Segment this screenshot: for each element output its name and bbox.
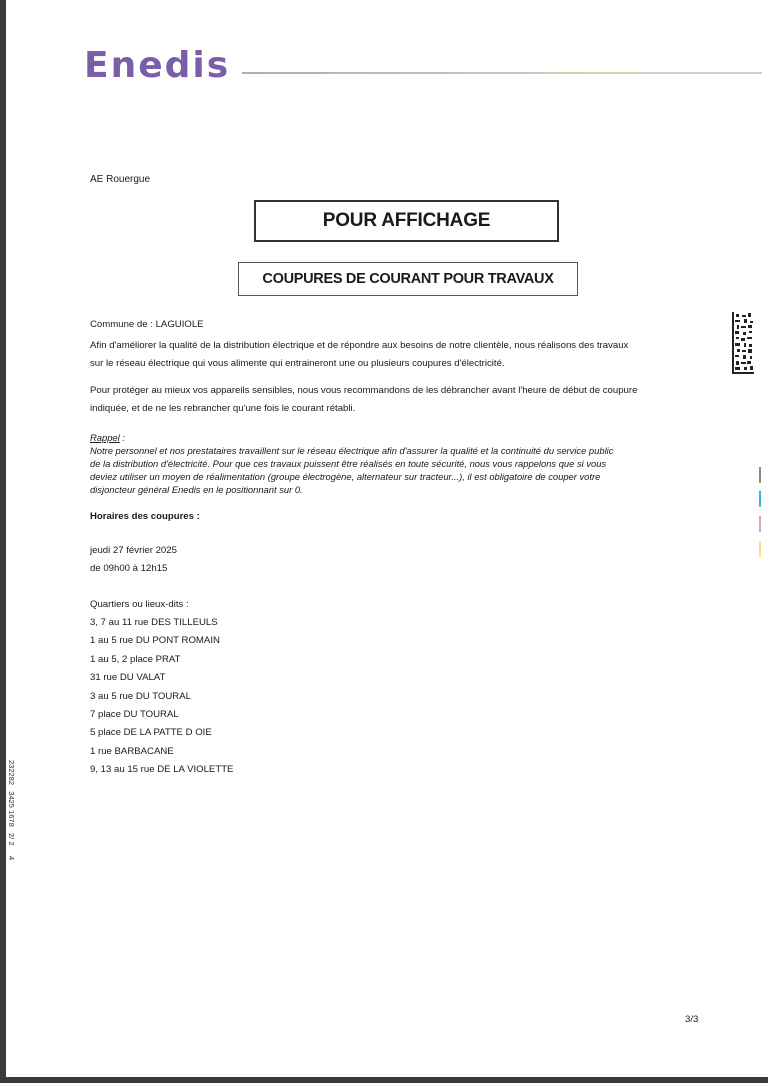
registration-mark-yellow [759, 541, 761, 557]
registration-mark-magenta [759, 516, 761, 532]
location-item: 31 rue DU VALAT [90, 672, 166, 684]
enedis-logo [84, 44, 232, 84]
page-number: 3/3 [685, 1014, 699, 1025]
rappel-suffix: : [119, 432, 125, 443]
rappel-heading [90, 431, 710, 444]
side-code-part-2: 3425 1678 [7, 791, 16, 827]
location-item: 3, 7 au 11 rue DES TILLEULS [90, 617, 218, 628]
scan-frame-left [0, 0, 6, 1083]
locations-list [90, 614, 233, 780]
page-subtitle: COUPURES DE COURANT POUR TRAVAUX [238, 262, 578, 296]
locations-heading: Quartiers ou lieux-dits : [90, 599, 189, 610]
rappel-line-3: deviez utiliser un moyen de réalimentation (groupe électrogène, alternateur sur tracteur...), il est obligatoire de couper votre [90, 471, 601, 482]
location-item: 9, 13 au 15 rue DE LA VIOLETTE [90, 764, 234, 776]
location-item: 1 au 5 rue DU PONT ROMAIN [90, 635, 220, 647]
rappel-line-1: Notre personnel et nos prestataires travaillent sur le réseau électrique afin d'assurer la qualité et la continuité du service public [90, 445, 614, 456]
page-title: POUR AFFICHAGE [254, 200, 559, 242]
schedule-block [90, 542, 710, 578]
schedule-time: de 09h00 à 12h15 [90, 563, 168, 574]
scan-frame-bottom [0, 1077, 768, 1083]
rappel-label: Rappel [90, 432, 120, 443]
location-item: 1 au 5, 2 place PRAT [90, 653, 181, 665]
location-item: 7 place DU TOURAL [90, 709, 179, 721]
rappel-line-4: disjoncteur général Enedis en le positionnant sur 0. [90, 484, 303, 495]
schedule-heading: Horaires des coupures : [90, 511, 200, 522]
intro-paragraph [90, 337, 710, 373]
commune-line: Commune de : LAGUIOLE [90, 319, 204, 330]
location-item: 3 au 5 rue DU TOURAL [90, 690, 191, 702]
side-code-part-1: 232282 [7, 760, 16, 786]
location-item: 1 rue BARBACANE [90, 745, 174, 757]
side-code-part-4: 4 [7, 855, 16, 861]
advice-line-2: indiquée, et de ne les rebrancher qu'une fois le courant rétabli. [90, 403, 356, 414]
registration-mark-cyan [759, 491, 761, 507]
side-code-part-3: 2/ 2 [7, 833, 16, 846]
schedule-date: jeudi 27 février 2025 [90, 545, 177, 556]
intro-line-1: Afin d'améliorer la qualité de la distribution électrique et de répondre aux besoins de notre clientèle, nous réalisons des travaux [90, 340, 629, 351]
location-item: 5 place DE LA PATTE D OIE [90, 727, 212, 739]
advice-line-1: Pour protéger au mieux vos appareils sensibles, nous vous recommandons de les débrancher avant l'heure de début de coupure [90, 385, 638, 396]
header-rule [242, 72, 762, 74]
sender-name: AE Rouergue [90, 174, 151, 185]
side-tracking-code [7, 760, 16, 870]
rappel-block [90, 431, 710, 496]
rappel-line-2: de la distribution d'électricité. Pour que ces travaux puissent être réalisés en toute sécurité, nous vous rappelons que si vous [90, 458, 607, 469]
enedis-logo-text: Enedis [84, 45, 231, 84]
intro-line-2: sur le réseau électrique qui vous alimente qui entraineront une ou plusieurs coupures d'électricité. [90, 358, 505, 369]
registration-mark-black [759, 467, 761, 483]
advice-paragraph [90, 382, 710, 418]
datamatrix-code [732, 312, 754, 374]
